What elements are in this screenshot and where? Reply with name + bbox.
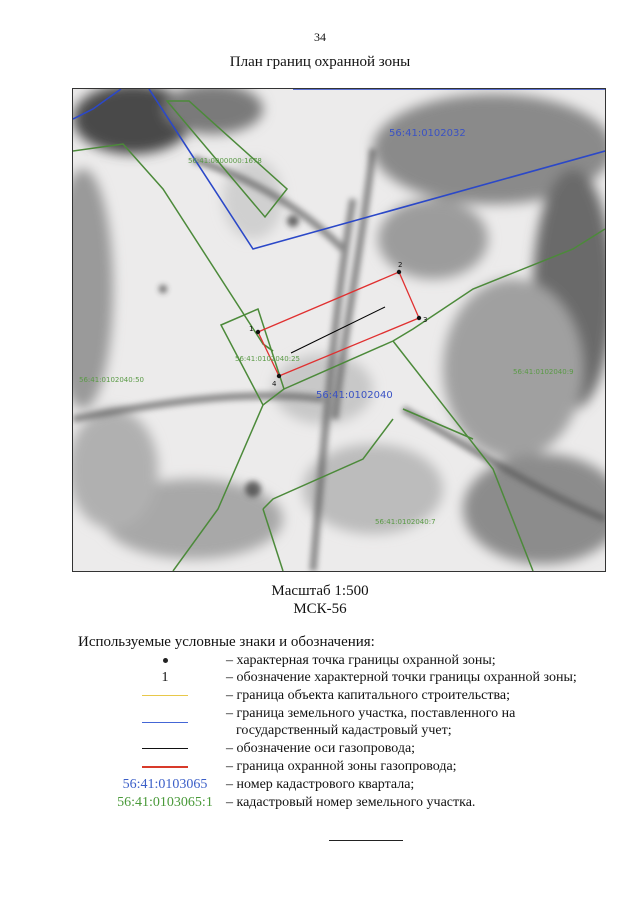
legend-text-plot-line2: государственный кадастровый учет; xyxy=(236,723,452,738)
end-rule xyxy=(329,840,403,841)
legend-symbol-point xyxy=(90,652,240,669)
point-label-2: 2 xyxy=(398,261,403,269)
point-4-marker xyxy=(277,374,281,378)
legend-text-plot xyxy=(226,705,515,739)
legend-symbol-plot xyxy=(90,705,240,739)
blue-line-icon xyxy=(142,722,188,723)
plot-label-7: 56:41:0102040:7 xyxy=(375,518,436,526)
plot-label-50: 56:41:0102040:50 xyxy=(79,376,144,384)
crs-text: МСК-56 xyxy=(293,601,347,617)
point-1-marker xyxy=(256,330,260,334)
legend-text-quarter: – номер кадастрового квартала; xyxy=(226,777,415,792)
point-2-marker xyxy=(397,270,401,274)
legend-heading: Используемые условные знаки и обозначения: xyxy=(78,634,375,650)
legend-text-protection-zone: – граница охранной зоны газопровода; xyxy=(226,759,457,774)
legend-item-building xyxy=(0,687,640,704)
legend-symbol-building xyxy=(90,687,240,704)
point-label-4: 4 xyxy=(272,380,277,388)
point-label-1: 1 xyxy=(249,325,254,333)
plot-label-1678: 56:41:0000000:1678 xyxy=(188,157,262,165)
legend-item-plot-number xyxy=(0,794,640,811)
plot-label-25: 56:41:0102040:25 xyxy=(235,355,300,363)
legend-item-point xyxy=(0,652,640,669)
scale-block xyxy=(0,582,640,618)
cadastral-map xyxy=(73,89,605,571)
legend-item-quarter xyxy=(0,776,640,793)
page-number: 34 xyxy=(314,30,326,44)
legend-symbol-quarter: 56:41:0103065 xyxy=(122,776,208,792)
plan-title: План границ охранной зоны xyxy=(229,54,411,70)
legend-item-point-label xyxy=(0,669,640,686)
yellow-line-icon xyxy=(142,695,188,696)
legend-item-gas-axis xyxy=(0,740,640,757)
quarter-label-0102040: 56:41:0102040 xyxy=(316,390,393,401)
legend-item-plot xyxy=(0,705,640,739)
red-line-icon xyxy=(142,766,188,768)
black-line-icon xyxy=(142,748,188,749)
legend-item-protection-zone xyxy=(0,758,640,775)
legend-text-point: – характерная точка границы охранной зоны; xyxy=(226,653,496,668)
legend-text-plot-number: – кадастровый номер земельного участка. xyxy=(226,795,476,810)
legend-text-building: – граница объекта капитального строительства; xyxy=(226,688,511,703)
quarter-label-0102032: 56:41:0102032 xyxy=(389,128,466,139)
legend-text-point-label: – обозначение характерной точки границы охранной зоны; xyxy=(226,670,577,685)
point-label-3: 3 xyxy=(423,316,428,324)
legend-symbol-plot-number: 56:41:0103065:1 xyxy=(117,794,213,810)
map-frame[interactable] xyxy=(72,88,606,572)
point-dot-icon xyxy=(163,658,168,663)
legend-symbol-point-label: 1 xyxy=(161,669,169,685)
point-3-marker xyxy=(417,316,421,320)
legend-symbol-gas-axis xyxy=(90,740,240,757)
legend-text-plot-line1: – граница земельного участка, поставленного на xyxy=(226,706,516,721)
legend-symbol-protection-zone xyxy=(90,758,240,775)
legend-text-gas-axis: – обозначение оси газопровода; xyxy=(226,741,416,756)
plot-label-9: 56:41:0102040:9 xyxy=(513,368,574,376)
scale-text: Масштаб 1:500 xyxy=(271,583,369,599)
